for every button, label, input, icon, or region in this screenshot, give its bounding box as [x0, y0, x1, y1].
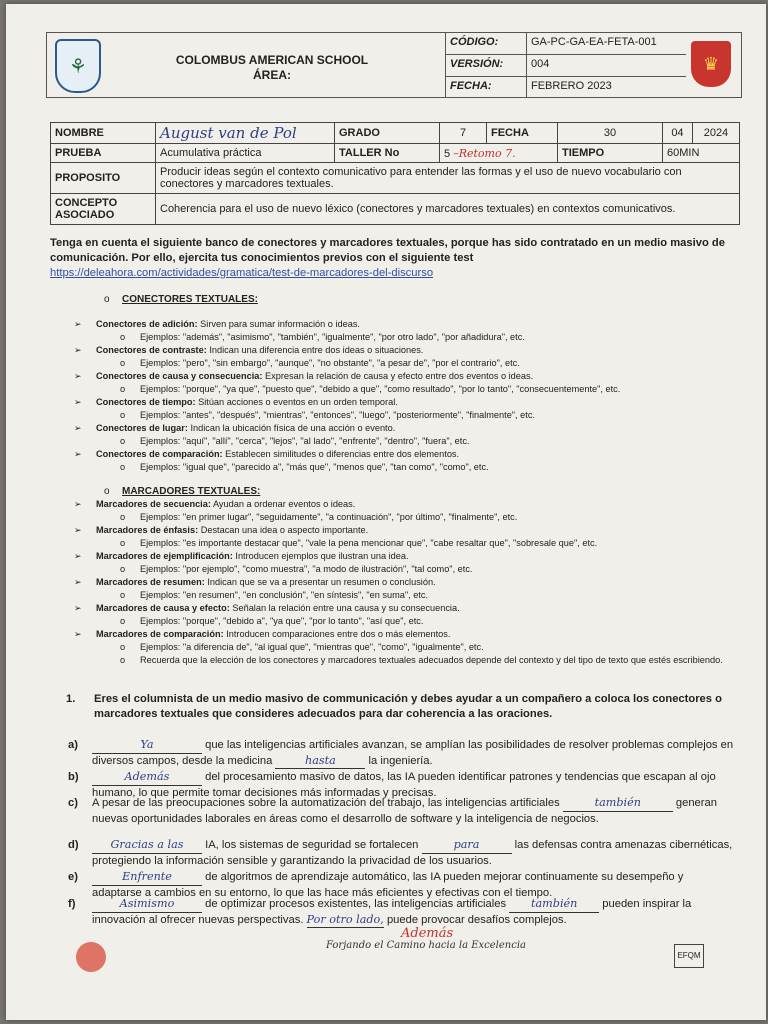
conectores-title: o CONECTORES TEXTUALES:: [122, 294, 258, 305]
item-name: Marcadores de secuencia:: [96, 499, 211, 509]
student-name[interactable]: August van de Pol: [156, 123, 335, 144]
answer-text: Asimismo de optimizar procesos existentes, las inteligencias artificiales también pueden inspirar la innovación al ofrecer nuevas perspectivas. Por otro lado, puede provocar desafíos complejos.: [92, 897, 736, 928]
item-name: Conectores de tiempo:: [96, 397, 196, 407]
item-name: Conectores de lugar:: [96, 423, 188, 433]
item-name: Marcadores de resumen:: [96, 577, 205, 587]
student-info-table: NOMBRE August van de Pol GRADO 7 FECHA 30 04 2024 PRUEBA Acumulativa práctica TALLER No 5 –Retomo 7. TIEMPO 60MIN PROPOSITO Producir ideas según el contexto comunicativo para entender las formas y el uso de nuevo vocabulario con conectores y marcadores textuales. CONCEPTO ASOCIADO Coherencia para el uso de nuevo léxico (conectores y marcadores textuales) en contextos comunicativos.: [50, 122, 740, 225]
item-examples: o Ejemplos: "en primer lugar", "seguidamente", "a continuación", "por último", "finalmente", etc.: [74, 511, 744, 524]
item-examples: o Ejemplos: "aquí", "allí", "cerca", "lejos", "al lado", "enfrente", "dentro", "fuera", etc.: [74, 435, 744, 448]
answer-item: [68, 897, 736, 928]
instructions: Tenga en cuenta el siguiente banco de conectores y marcadores textuales, porque has sido contratado en un medio masivo de comunicación. Por ello, ejercita tus conocimientos previos con el siguiente test https://deleahora.com/actividades/gramatica/test-de-marcadores-del-discurso: [50, 237, 725, 279]
version-value: 004: [531, 58, 550, 70]
answer-item: [68, 838, 736, 868]
item-examples: o Ejemplos: "porque", "debido a", "ya que", "por lo tanto", "así que", etc.: [74, 615, 744, 628]
item-note: o Recuerda que la elección de los conectores y marcadores textuales adecuados depende del contexto y del tipo de texto que estés escribiendo.: [74, 654, 744, 667]
list-item: ➢ Marcadores de comparación: Introducen comparaciones entre dos o más elementos.: [74, 628, 744, 641]
item-name: Conectores de contraste:: [96, 345, 207, 355]
answer-text: A pesar de las preocupaciones sobre la automatización del trabajo, las inteligencias artificiales también generan nuevas oportunidades laborales en áreas como el desarrollo de software y la inteligencia de negocios.: [92, 796, 717, 825]
list-item: ➢ Marcadores de resumen: Indican que se va a presentar un resumen o conclusión.: [74, 576, 744, 589]
marcadores-list: [74, 498, 744, 667]
footer-left-logo-icon: [76, 942, 106, 972]
answer-blank[interactable]: Asimismo: [92, 897, 202, 913]
answer-blank[interactable]: Gracias a las: [92, 838, 202, 854]
item-name: Marcadores de causa y efecto:: [96, 603, 230, 613]
answer-letter: a): [68, 739, 78, 751]
footer-right-logo: EFQM: [674, 944, 704, 968]
answer-letter: f): [68, 898, 76, 910]
item-name: Marcadores de ejemplificación:: [96, 551, 233, 561]
crest-logo-icon: ♛: [691, 41, 731, 87]
answer-item: [68, 796, 736, 826]
document-sheet: [6, 4, 766, 1020]
answer-blank[interactable]: también: [509, 897, 599, 913]
test-link[interactable]: https://deleahora.com/actividades/gramatica/test-de-marcadores-del-discurso: [50, 267, 434, 279]
taller-handwritten-note: –Retomo 7.: [453, 146, 516, 160]
answer-letter: c): [68, 797, 78, 809]
school-name: COLOMBUS AMERICAN SCHOOL ÁREA:: [175, 53, 369, 82]
list-item: ➢ Marcadores de causa y efecto: Señalan la relación entre una causa y su consecuencia.: [74, 602, 744, 615]
list-item: ➢ Conectores de causa y consecuencia: Expresan la relación de causa y efecto entre dos eventos o ideas.: [74, 370, 744, 383]
item-examples: o Ejemplos: "en resumen", "en conclusión", "en síntesis", "en suma", etc.: [74, 589, 744, 602]
list-item: ➢ Conectores de tiempo: Sitúan acciones o eventos en un orden temporal.: [74, 396, 744, 409]
answer-blank[interactable]: para: [422, 838, 512, 854]
answer-letter: d): [68, 839, 79, 851]
item-examples: o Ejemplos: "además", "asimismo", "también", "igualmente", "por otro lado", "por añadidura", etc.: [74, 331, 744, 344]
item-name: Marcadores de comparación:: [96, 629, 224, 639]
list-item: ➢ Marcadores de secuencia: Ayudan a ordenar eventos o ideas.: [74, 498, 744, 511]
answer-blank[interactable]: Además: [92, 770, 202, 786]
answer-item: [68, 870, 736, 900]
item-name: Conectores de causa y consecuencia:: [96, 371, 263, 381]
conectores-list: [74, 318, 744, 474]
list-item: ➢ Marcadores de ejemplificación: Introducen ejemplos que ilustran una idea.: [74, 550, 744, 563]
answer-letter: b): [68, 771, 79, 783]
answer-blank[interactable]: Ya: [92, 738, 202, 754]
item-examples: o Ejemplos: "pero", "sin embargo", "aunque", "no obstante", "a pesar de", "por el contrario", etc.: [74, 357, 744, 370]
list-item: ➢ Conectores de contraste: Indican una diferencia entre dos ideas o situaciones.: [74, 344, 744, 357]
document-meta: CÓDIGO: GA-PC-GA-EA-FETA-001 VERSIÓN: 004 FECHA: FEBRERO 2023: [445, 33, 686, 97]
answer-text: Además del procesamiento masivo de datos, las IA pueden identificar patrones y tendencias que escapan al ojo humano, lo que permite tomar decisiones más informadas y precisas.: [92, 770, 716, 799]
teacher-correction: Además: [401, 926, 454, 941]
marcadores-title: o MARCADORES TEXTUALES:: [122, 486, 260, 497]
list-item: ➢ Conectores de lugar: Indican la ubicación física de una acción o evento.: [74, 422, 744, 435]
item-examples: o Ejemplos: "a diferencia de", "al igual que", "mientras que", "como", "igualmente", etc.: [74, 641, 744, 654]
item-examples: o Ejemplos: "antes", "después", "mientras", "entonces", "luego", "posteriormente", "finalmente", etc.: [74, 409, 744, 422]
item-examples: o Ejemplos: "por ejemplo", "como muestra", "a modo de ilustración", "tal como", etc.: [74, 563, 744, 576]
item-name: Conectores de adición:: [96, 319, 198, 329]
list-item: ➢ Conectores de comparación: Establecen similitudes o diferencias entre dos elementos.: [74, 448, 744, 461]
answer-item: [68, 738, 736, 769]
answer-letter: e): [68, 871, 78, 883]
item-name: Marcadores de énfasis:: [96, 525, 199, 535]
code-value: GA-PC-GA-EA-FETA-001: [531, 36, 657, 48]
answer-text: Ya que las inteligencias artificiales avanzan, se amplían las posibilidades de resolver problemas complejos en diversos campos, desde la medicina hasta la ingeniería.: [92, 738, 736, 769]
date-value: FEBRERO 2023: [531, 80, 612, 92]
document-header: [46, 32, 742, 98]
question-1: 1. Eres el columnista de un medio masivo de communicación y debes ayudar a un compañero a coloca los conectores o marcadores textuales que consideres adecuados para dar coherencia a las oraciones.: [66, 693, 722, 720]
item-examples: o Ejemplos: "igual que", "parecido a", "más que", "menos que", "tan como", "como", etc.: [74, 461, 744, 474]
school-logo-icon: ⚘: [55, 39, 101, 93]
answer-blank[interactable]: también: [563, 796, 673, 812]
answer-blank[interactable]: hasta: [275, 754, 365, 770]
footer-motto: Forjando el Camino hacia la Excelencia: [326, 940, 526, 951]
answer-blank[interactable]: Enfrente: [92, 870, 202, 886]
answer-text: Gracias a las IA, los sistemas de seguridad se fortalecen para las defensas contra amenazas cibernéticas, protegiendo la información sensible y garantizando la privacidad de los usuarios.: [92, 838, 733, 867]
answer-blank[interactable]: Por otro lado,: [307, 913, 384, 929]
list-item: ➢ Conectores de adición: Sirven para sumar información o ideas.: [74, 318, 744, 331]
list-item: ➢ Marcadores de énfasis: Destacan una idea o aspecto importante.: [74, 524, 744, 537]
item-examples: o Ejemplos: "porque", "ya que", "puesto que", "debido a que", "como resultado", "por lo tanto", "consecuentemente", etc.: [74, 383, 744, 396]
item-examples: o Ejemplos: "es importante destacar que", "vale la pena mencionar que", "cabe resaltar que", "sobresale que", etc.: [74, 537, 744, 550]
item-name: Conectores de comparación:: [96, 449, 223, 459]
answer-text: Enfrente de algoritmos de aprendizaje automático, las IA pueden mejorar continuamente su desempeño y adaptarse a cambios en su entorno, lo que las hace más eficientes y efectivas con el tiempo.: [92, 870, 684, 899]
